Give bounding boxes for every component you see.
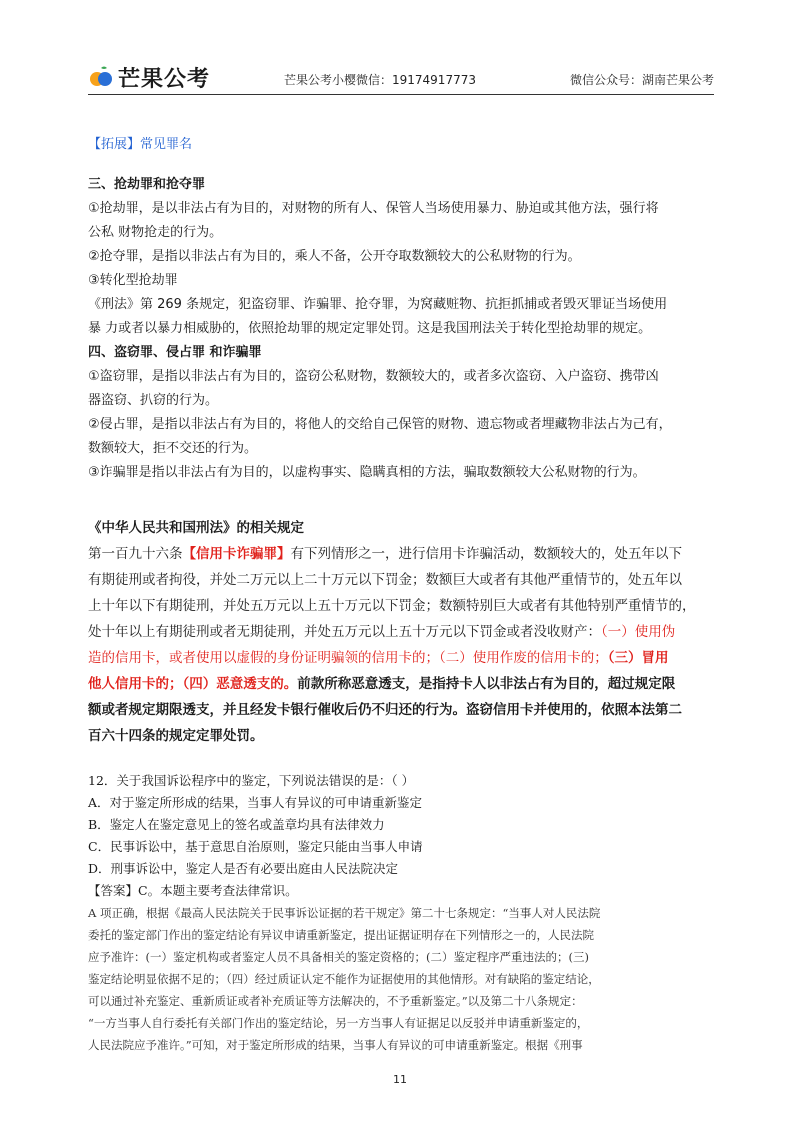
text-line: ③转化型抢劫罪 xyxy=(88,273,178,288)
law-line: 上十年以下有期徒刑，并处五万元以上五十万元以下罚金；数额特别巨大或者有其他特别严重情节的， xyxy=(88,598,696,614)
explanation-line: 可以通过补充鉴定、重新质证或者补充质证等方法解决的，不予重新鉴定。”以及第二十八条规定： xyxy=(88,994,583,1008)
question-stem: 12．关于我国诉讼程序中的鉴定，下列说法错误的是：（ ） xyxy=(88,773,415,788)
text-line: ②抢夺罪，是指以非法占有为目的，乘人不备，公开夺取数额较大的公私财物的行为。 xyxy=(88,249,581,264)
question-section xyxy=(88,770,718,1056)
option-b: B．鉴定人在鉴定意见上的签名或盖章均具有法律效力 xyxy=(88,817,385,832)
option-a: A．对于鉴定所形成的结果，当事人有异议的可申请重新鉴定 xyxy=(88,795,423,810)
law-line xyxy=(88,645,718,671)
law-text: 处十年以上有期徒刑或者无期徒刑，并处五万元以上五十万元以下罚金或者没收财产： xyxy=(88,624,601,640)
text-line: ③诈骗罪是指以非法占有为目的，以虚构事实、隐瞒真相的方法，骗取数额较大公私财物的行为。 xyxy=(88,465,646,480)
public-account: 微信公众号：湖南芒果公考 xyxy=(569,73,714,87)
law-line xyxy=(88,541,718,567)
explanation-line: “一方当事人自行委托有关部门作出的鉴定结论，另一方当事人有证据足以反驳并申请重新鉴定的， xyxy=(88,1016,589,1030)
text-line: ②侵占罪，是指以非法占有为目的，将他人的交给自己保管的财物、遗忘物或者埋藏物非法占为己有， xyxy=(88,417,672,432)
expand-section xyxy=(88,133,714,157)
mango-logo-icon xyxy=(88,64,114,90)
law-highlight-bold: （三）冒用 xyxy=(607,650,669,666)
text-line: 公私 财物抢走的行为。 xyxy=(88,225,223,240)
option-c: C．民事诉讼中，基于意思自治原则，鉴定只能由当事人申请 xyxy=(88,839,423,854)
section3-title: 三、抢劫罪和抢夺罪 xyxy=(88,177,206,192)
law-line xyxy=(88,671,718,697)
brand-name: 芒果公考 xyxy=(118,66,211,92)
law-line: 有期徒刑或者拘役，并处二万元以上二十万元以下罚金；数额巨大或者有其他严重情节的，处五年以 xyxy=(88,572,682,588)
law-highlight-bold: 他人信用卡的；（四）恶意透支的。 xyxy=(88,676,298,692)
law-text-bold: 前款所称恶意透支，是指持卡人以非法占有为目的，超过规定限 xyxy=(297,676,676,692)
law-highlight: （一）使用伪 xyxy=(601,624,676,640)
law-text: 有下列情形之一，进行信用卡诈骗活动，数额较大的，处五年以下 xyxy=(290,546,682,562)
wechat-contact: 芒果公考小樱微信：19174917773 xyxy=(284,73,476,87)
section-robbery xyxy=(88,173,714,485)
brand-logo xyxy=(88,62,210,92)
law-line: 百六十四条的规定定罪处罚。 xyxy=(88,728,264,744)
law-line xyxy=(88,619,718,645)
page-header xyxy=(88,62,714,95)
page-number: 11 xyxy=(393,1073,407,1086)
answer-line: 【答案】C。本题主要考查法律常识。 xyxy=(88,883,298,898)
law-title: 《中华人民共和国刑法》的相关规定 xyxy=(88,520,304,536)
text-line: 数额较大，拒不交还的行为。 xyxy=(88,441,258,456)
law-section xyxy=(88,515,718,749)
explanation-line: 人民法院应予准许。”可知，对于鉴定所形成的结果，当事人有异议的可申请重新鉴定。根据《刑事 xyxy=(88,1038,583,1052)
explanation-line: 应予准许：(一）鉴定机构或者鉴定人员不具备相关的鉴定资格的；(二）鉴定程序严重违法的；(三) xyxy=(88,950,589,964)
expand-title: 【拓展】常见罪名 xyxy=(88,137,193,152)
explanation-line: A 项正确，根据《最高人民法院关于民事诉讼证据的若干规定》第二十七条规定：“当事人对人民法院 xyxy=(88,906,601,920)
text-line: 器盗窃、扒窃的行为。 xyxy=(88,393,219,408)
explanation-line: 鉴定结论明显依据不足的；（四）经过质证认定不能作为证据使用的其他情形。对有缺陷的鉴定结论， xyxy=(88,972,600,986)
text-line: 暴 力或者以暴力相威胁的，依照抢劫罪的规定定罪处罚。这是我国刑法关于转化型抢劫罪的规定。 xyxy=(88,321,652,336)
crime-name: 【信用卡诈骗罪】 xyxy=(182,546,291,562)
explanation-line: 委托的鉴定部门作出的鉴定结论有异议申请重新鉴定，提出证据证明存在下列情形之一的，人民法院 xyxy=(88,928,594,942)
text-line: ①抢劫罪，是以非法占有为目的，对财物的所有人、保管人当场使用暴力、胁迫或其他方法，强行将 xyxy=(88,201,659,216)
article-number: 第一百九十六条 xyxy=(88,546,183,562)
section4-title: 四、盗窃罪、侵占罪 和诈骗罪 xyxy=(88,345,262,360)
law-line: 额或者规定期限透支，并且经发卡银行催收后仍不归还的行为。盗窃信用卡并使用的，依照本法第二 xyxy=(88,702,682,718)
text-line: 《刑法》第 269 条规定，犯盗窃罪、诈骗罪、抢夺罪，为窝藏赃物、抗拒抓捕或者毁灭罪证当场使用 xyxy=(88,297,668,312)
law-highlight: 造的信用卡，或者使用以虚假的身份证明骗领的信用卡的；（二）使用作废的信用卡的； xyxy=(88,650,608,666)
text-line: ①盗窃罪，是指以非法占有为目的，盗窃公私财物，数额较大的，或者多次盗窃、入户盗窃、携带凶 xyxy=(88,369,659,384)
option-d: D．刑事诉讼中，鉴定人是否有必要出庭由人民法院决定 xyxy=(88,861,399,876)
